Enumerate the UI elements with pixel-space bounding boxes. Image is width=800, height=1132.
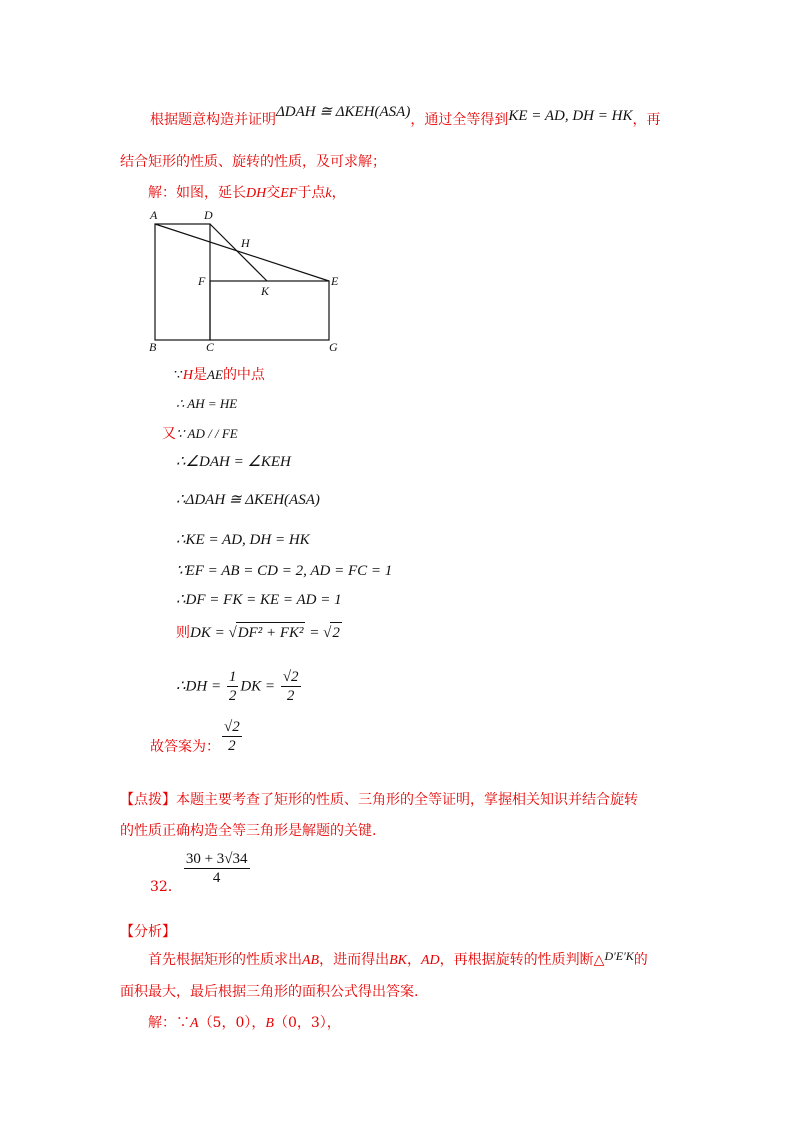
intro-line-2: 结合矩形的性质、旋转的性质，及可求解； <box>120 154 386 170</box>
label-e: E <box>331 274 339 288</box>
label-b: B <box>149 340 157 354</box>
label-g: G <box>329 340 338 354</box>
fraction-result-den: 2 <box>286 688 295 704</box>
step-7: ∵EF = AB = CD = 2, AD = FC = 1 <box>176 563 393 579</box>
also-label: 又 <box>162 426 176 442</box>
question-number: 32． <box>150 878 182 895</box>
step-6: ∴KE = AD, DH = HK <box>176 532 310 548</box>
step-9 <box>176 622 342 643</box>
answer-den: 2 <box>228 738 236 754</box>
analysis-title: 【分析】 <box>120 924 176 940</box>
sqrt-sign: √ <box>228 625 237 641</box>
label-c: C <box>206 340 215 354</box>
sqrt-result: 2 <box>330 622 342 643</box>
answer-fraction <box>222 718 242 755</box>
analysis-line-1 <box>148 950 648 971</box>
dk-lhs: DK = <box>190 625 229 641</box>
step-8: ∴DF = FK = KE = AD = 1 <box>176 592 342 608</box>
analysis-text-b: ，进而得出 <box>319 952 390 968</box>
answer-num: √2 <box>224 719 240 735</box>
geometry-figure <box>140 205 360 355</box>
then-label: 则 <box>176 625 190 641</box>
q32-line <box>150 850 252 895</box>
segment-ae-label: AE <box>207 367 223 382</box>
point-k: k <box>325 186 332 201</box>
label-f: F <box>198 274 206 288</box>
segment-bk: BK <box>389 953 407 968</box>
segment-ab: AB <box>302 953 320 968</box>
intro-text-c: ，再 <box>632 112 661 128</box>
intro-line-1 <box>150 104 661 130</box>
segment-ef: EF <box>280 186 298 201</box>
step-2: ∴ AH = HE <box>176 396 238 411</box>
fraction-half-num: 1 <box>228 669 237 685</box>
equality-formula: KE = AD, DH = HK <box>508 108 633 124</box>
dh-lhs: ∴DH = <box>176 678 225 695</box>
q32-den: 4 <box>212 870 221 886</box>
solution-text-c: 于点 <box>297 185 326 201</box>
comment-line-1: 【点拨】本题主要考查了矩形的性质、三角形的全等证明，掌握相关知识并结合旋转 <box>120 792 638 808</box>
segment-ad: AD <box>421 953 440 968</box>
intro-text-a: 根据题意构造并证明 <box>150 112 276 128</box>
fraction-half <box>227 668 239 705</box>
step-10 <box>176 668 303 705</box>
point-h: H <box>182 368 194 383</box>
fraction-result <box>281 668 301 705</box>
analysis-text-f: 解：∵ <box>148 1015 190 1031</box>
analysis-line-2: 面积最大，最后根据三角形的面积公式得出答案. <box>120 984 419 1000</box>
segment-ae <box>155 224 329 281</box>
label-d: D <box>204 208 213 222</box>
analysis-line-3 <box>148 1013 341 1034</box>
congruence-formula: ΔDAH ≅ ΔKEH(ASA) <box>276 104 411 120</box>
solution-text-d: ， <box>331 185 346 201</box>
solution-text-a: 解：如图，延长 <box>148 185 246 201</box>
triangle-label: D′E′K <box>604 949 634 963</box>
label-a: A <box>150 208 158 222</box>
label-k: K <box>261 284 270 298</box>
step-1-text-b: 的中点 <box>222 367 265 383</box>
point-b: B <box>265 1016 274 1031</box>
step-1-text-a: 是 <box>193 367 208 383</box>
q32-num: 30 + 3√34 <box>185 851 248 867</box>
coord-b: （0，3）， <box>273 1015 341 1031</box>
segment-dk <box>210 224 267 281</box>
segment-dh: DH <box>246 186 267 201</box>
sqrt-sign-2: √ <box>323 625 332 641</box>
analysis-text-d: ，再根据旋转的性质判断△ <box>439 952 605 968</box>
fraction-result-num: √2 <box>282 669 299 685</box>
intro-text-b: ，通过全等得到 <box>410 112 509 128</box>
answer-label: 故答案为： <box>150 738 220 755</box>
solution-text-b: 交 <box>266 185 281 201</box>
rectangle-fcge <box>210 281 329 340</box>
solution-start <box>148 183 346 204</box>
label-h: H <box>241 236 250 250</box>
q32-fraction <box>184 850 250 887</box>
answer-line <box>150 718 244 755</box>
fraction-half-den: 2 <box>228 688 237 704</box>
radicand: DF² + FK² <box>236 622 306 643</box>
analysis-text-c: ， <box>407 952 421 968</box>
dk-mid: DK = <box>240 678 279 695</box>
analysis-text-a: 首先根据矩形的性质求出 <box>148 952 302 968</box>
analysis-text-e: 的 <box>633 952 648 968</box>
because-symbol: ∵ <box>174 367 183 383</box>
step-5: ∴ΔDAH ≅ ΔKEH(ASA) <box>176 492 320 508</box>
point-a: A <box>190 1016 199 1031</box>
parallel-formula: ∵ AD / / FE <box>176 426 238 441</box>
equals: = <box>305 625 324 641</box>
step-4: ∴∠DAH = ∠KEH <box>176 454 291 470</box>
step-3 <box>162 424 238 444</box>
coord-a: （5，0）， <box>198 1015 266 1031</box>
step-1 <box>174 365 265 386</box>
comment-line-2: 的性质正确构造全等三角形是解题的关键. <box>120 823 377 839</box>
